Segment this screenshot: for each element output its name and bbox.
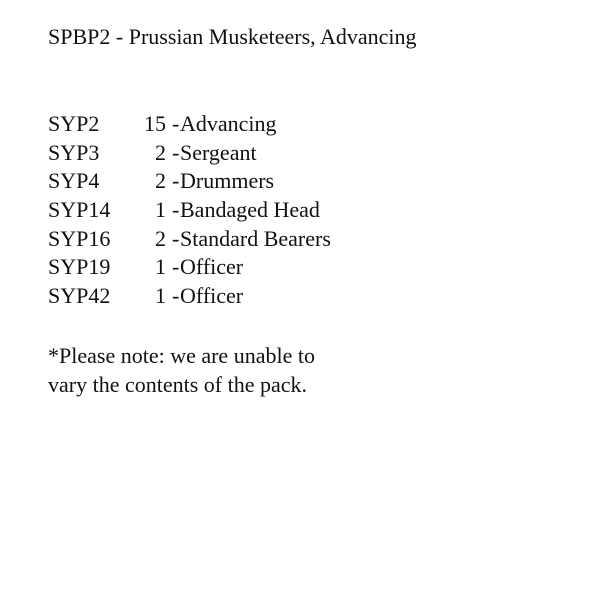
item-quantity: 1 [155,197,166,223]
item-code: SYP2 [48,111,100,136]
item-separator: - [172,168,180,194]
item-separator: - [172,283,180,309]
item-description: Bandaged Head [180,197,320,223]
list-item [48,253,468,282]
item-quantity: 2 [155,168,166,194]
item-code: SYP19 [48,254,111,280]
pack-note [48,341,408,399]
pack-title: SPBP2 - Prussian Musketeers, Advancing [48,24,417,49]
item-code: SYP4 [48,168,100,194]
list-item [48,282,468,311]
list-item [48,167,468,196]
item-code: SYP14 [48,197,111,223]
item-quantity: 2 [155,139,166,165]
item-code: SYP42 [48,283,111,309]
pack-contents-list [48,110,468,311]
item-quantity: 2 [155,225,166,251]
item-description: Sergeant [180,139,257,165]
item-description: Advancing [180,111,277,136]
item-description: Standard Bearers [180,225,331,251]
list-item [48,139,468,168]
list-item [48,225,468,254]
item-separator: - [172,225,180,251]
item-separator: - [172,197,180,223]
list-item [48,110,468,139]
item-quantity: 1 [155,283,166,309]
item-separator: - [172,139,180,165]
item-description: Officer [180,254,244,280]
item-separator: - [172,111,180,136]
item-separator: - [172,254,180,280]
item-description: Drummers [180,168,275,194]
list-item [48,196,468,225]
item-code: SYP3 [48,139,100,165]
note-line: vary the contents of the pack. [48,372,308,397]
item-description: Officer [180,283,244,309]
note-line: *Please note: we are unable to [48,343,315,368]
item-code: SYP16 [48,225,111,251]
item-quantity: 15 [144,111,166,136]
item-quantity: 1 [155,254,166,280]
